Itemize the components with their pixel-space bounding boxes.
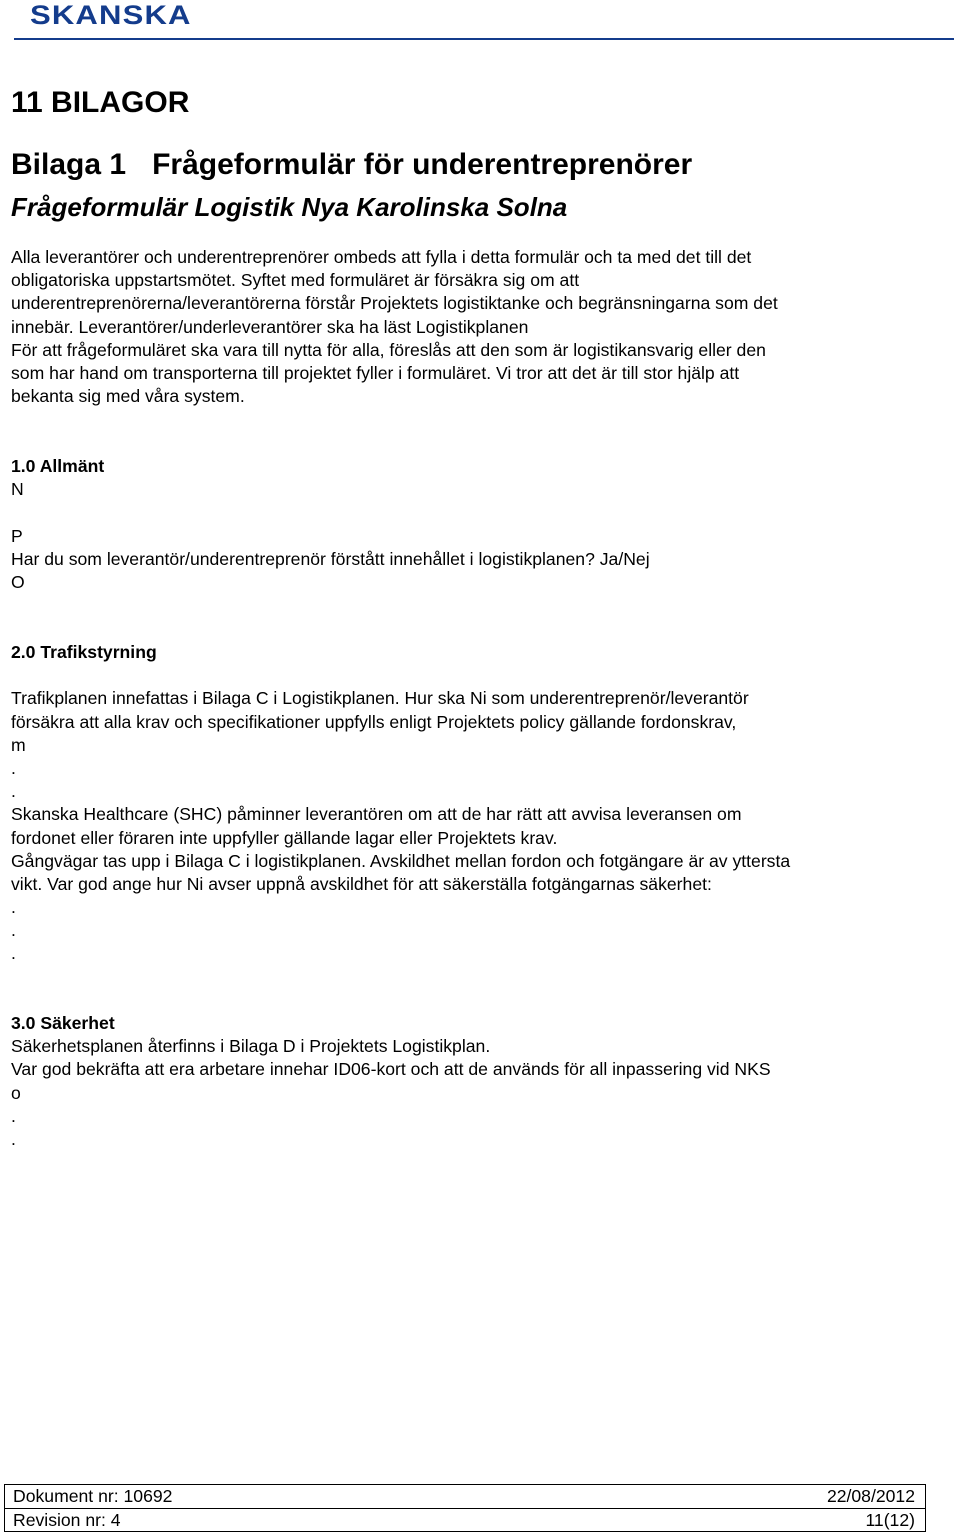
answer-line[interactable]: o [11, 1082, 21, 1103]
header-divider [14, 38, 954, 40]
text-line: Säkerhetsplanen återfinns i Bilaga D i Projektets Logistikplan. [11, 1036, 491, 1057]
text-line: försäkra att alla krav och specifikationer uppfylls enligt Projektets policy gällande fordonskrav, [11, 711, 737, 732]
text-line: fordonet eller föraren inte uppfyller gällande lagar eller Projektets krav. [11, 827, 558, 848]
section-safety [11, 1012, 911, 1151]
revision-number: Revision nr: 4 [13, 1510, 121, 1530]
skanska-logo: SKANSKA [30, 0, 192, 30]
blank-line [11, 664, 911, 687]
intro-line: obligatoriska uppstartsmötet. Syftet med formuläret är försäkra sig om att [11, 270, 580, 291]
section-general [11, 455, 911, 594]
form-subtitle: Frågeformulär Logistik Nya Karolinska Solna [11, 192, 568, 222]
text-line: vikt. Var god ange hur Ni avser uppnå avskildhet för att säkerställa fotgängarnas säkerhet: [11, 873, 712, 894]
page-number: 11(12) [865, 1510, 915, 1530]
blank-line [11, 501, 911, 524]
intro-line: underentreprenörerna/leverantörerna förstår Projektets logistiktanke och begränsningarna som det [11, 293, 778, 314]
section-heading: 3.0 Säkerhet [11, 1013, 115, 1033]
section-heading: 1.0 Allmänt [11, 456, 105, 476]
question-line: Har du som leverantör/underentreprenör förstått innehållet i logistikplanen? Ja/Nej [11, 548, 650, 569]
intro-line: bekanta sig med våra system. [11, 386, 245, 407]
intro-line: som har hand om transporterna till projektet fyller i formuläret. Vi tror att det är till stor hjälp att [11, 362, 740, 383]
page-header [0, 0, 960, 44]
section-traffic [11, 641, 911, 966]
answer-line[interactable]: . [11, 757, 16, 778]
text-line: Gångvägar tas upp i Bilaga C i logistikplanen. Avskildhet mellan fordon och fotgängare är av yttersta [11, 850, 791, 871]
section-heading: 2.0 Trafikstyrning [11, 642, 157, 662]
appendix-heading [11, 148, 692, 182]
document-number: Dokument nr: 10692 [13, 1486, 173, 1506]
supplier-name-field[interactable]: N [11, 479, 24, 500]
answer-line[interactable]: . [11, 1128, 16, 1149]
answer-line[interactable]: . [11, 920, 16, 941]
intro-line: För att frågeformuläret ska vara till nytta för alla, föreslås att den som är logistikansvarig eller den [11, 339, 766, 360]
answer-line[interactable]: m [11, 734, 26, 755]
intro-paragraph [11, 246, 911, 408]
page-title: 11 BILAGOR [11, 86, 190, 119]
text-line: Trafikplanen innefattas i Bilaga C i Logistikplanen. Hur ska Ni som underentreprenör/leverantör [11, 688, 749, 709]
answer-line[interactable]: . [11, 781, 16, 802]
intro-line: innebär. Leverantörer/underleverantörer ska ha läst Logistikplanen [11, 316, 529, 337]
appendix-label: Bilaga 1 [11, 148, 127, 181]
answer-line[interactable]: . [11, 943, 16, 964]
text-line: Skanska Healthcare (SHC) påminner leverantören om att de har rätt att avvisa leveransen om [11, 804, 742, 825]
intro-line: Alla leverantörer och underentreprenörer ombeds att fylla i detta formulär och ta med det till det [11, 247, 752, 267]
unclear-field[interactable]: O [11, 571, 25, 592]
document-date: 22/08/2012 [826, 1486, 915, 1506]
appendix-title: Frågeformulär för underentreprenörer [152, 148, 693, 181]
package-field[interactable]: P [11, 525, 23, 546]
text-line: Var god bekräfta att era arbetare innehar ID06-kort och att de används för all inpassering vid NKS [11, 1059, 771, 1080]
document-footer [4, 1484, 926, 1532]
answer-line[interactable]: . [11, 1105, 16, 1126]
answer-line[interactable]: . [11, 897, 16, 918]
